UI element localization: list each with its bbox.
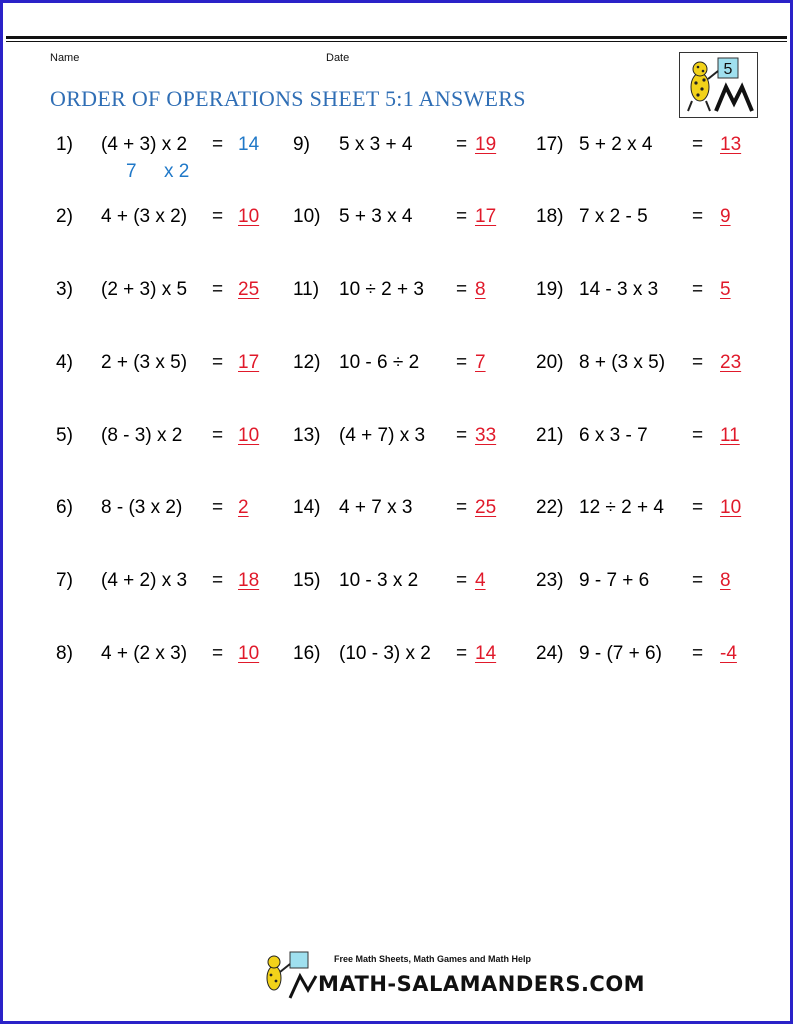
header-rule bbox=[6, 36, 787, 39]
problem-number: 24) bbox=[536, 643, 564, 664]
problem-answer: 10 bbox=[238, 425, 260, 446]
equals-sign: = bbox=[456, 352, 468, 373]
equals-sign: = bbox=[212, 570, 224, 591]
problem-expression: 4 + (2 x 3) bbox=[101, 643, 188, 664]
problem-number: 20) bbox=[536, 352, 564, 373]
equals-sign: = bbox=[212, 497, 224, 518]
problem-number: 22) bbox=[536, 497, 564, 518]
equals-sign: = bbox=[692, 352, 704, 373]
problem-answer: 8 bbox=[720, 570, 731, 591]
working-step: 7 bbox=[126, 161, 137, 182]
problem-answer: 14 bbox=[475, 643, 497, 664]
problem-answer: 25 bbox=[238, 279, 260, 300]
equals-sign: = bbox=[456, 570, 468, 591]
page-title: ORDER OF OPERATIONS SHEET 5:1 ANSWERS bbox=[50, 86, 526, 111]
problem-answer: 23 bbox=[720, 352, 742, 373]
problem-number: 5) bbox=[56, 425, 73, 446]
problem-expression: 8 + (3 x 5) bbox=[579, 352, 666, 373]
problem-expression: (8 - 3) x 2 bbox=[101, 425, 183, 446]
problem-number: 9) bbox=[293, 134, 310, 155]
problem-number: 3) bbox=[56, 279, 73, 300]
equals-sign: = bbox=[692, 134, 704, 155]
problem-number: 11) bbox=[293, 279, 320, 300]
problem-expression: 9 - (7 + 6) bbox=[579, 643, 662, 664]
problem-answer: 18 bbox=[238, 570, 260, 591]
problem-number: 4) bbox=[56, 352, 73, 373]
equals-sign: = bbox=[456, 134, 468, 155]
problem-expression: (4 + 7) x 3 bbox=[339, 425, 426, 446]
header-rule-thin bbox=[6, 41, 787, 42]
problem-number: 15) bbox=[293, 570, 321, 591]
date-label: Date bbox=[326, 52, 350, 64]
problem-expression: 7 x 2 - 5 bbox=[579, 206, 648, 227]
problem-answer: 10 bbox=[238, 206, 260, 227]
problem-number: 21) bbox=[536, 425, 564, 446]
logo-badge: 5 bbox=[723, 61, 733, 78]
equals-sign: = bbox=[456, 497, 468, 518]
problem-number: 19) bbox=[536, 279, 564, 300]
problem-number: 16) bbox=[293, 643, 321, 664]
problem-answer: 25 bbox=[475, 497, 497, 518]
problem-expression: 5 + 3 x 4 bbox=[339, 206, 413, 227]
problem-expression: 9 - 7 + 6 bbox=[579, 570, 650, 591]
footer-tagline: Free Math Sheets, Math Games and Math Help bbox=[334, 954, 532, 964]
problem-expression: (4 + 3) x 2 bbox=[101, 134, 188, 155]
problem-expression: (2 + 3) x 5 bbox=[101, 279, 188, 300]
problem-answer: 17 bbox=[238, 352, 260, 373]
problem-expression: (10 - 3) x 2 bbox=[339, 643, 431, 664]
problem-answer: 7 bbox=[475, 352, 486, 373]
equals-sign: = bbox=[456, 206, 468, 227]
problem-number: 14) bbox=[293, 497, 321, 518]
problem-answer: 17 bbox=[475, 206, 497, 227]
name-label: Name bbox=[50, 52, 80, 64]
problem-expression: 10 - 6 ÷ 2 bbox=[339, 352, 420, 373]
problem-answer: 4 bbox=[475, 570, 486, 591]
salamander-mascot-icon bbox=[680, 53, 757, 117]
problem-number: 17) bbox=[536, 134, 564, 155]
problem-number: 18) bbox=[536, 206, 564, 227]
equals-sign: = bbox=[692, 206, 704, 227]
equals-sign: = bbox=[456, 643, 468, 664]
equals-sign: = bbox=[692, 425, 704, 446]
problem-number: 12) bbox=[293, 352, 321, 373]
equals-sign: = bbox=[456, 279, 468, 300]
equals-sign: = bbox=[212, 279, 224, 300]
equals-sign: = bbox=[212, 425, 224, 446]
equals-sign: = bbox=[212, 134, 224, 155]
equals-sign: = bbox=[692, 279, 704, 300]
problem-number: 10) bbox=[293, 206, 321, 227]
problem-answer: 5 bbox=[720, 279, 731, 300]
working-step: x 2 bbox=[164, 161, 190, 182]
problem-number: 13) bbox=[293, 425, 321, 446]
equals-sign: = bbox=[212, 643, 224, 664]
problem-answer: 2 bbox=[238, 497, 249, 518]
problem-answer: 10 bbox=[720, 497, 742, 518]
problem-expression: 2 + (3 x 5) bbox=[101, 352, 188, 373]
problem-answer: 8 bbox=[475, 279, 486, 300]
problem-number: 2) bbox=[56, 206, 73, 227]
problem-expression: 10 - 3 x 2 bbox=[339, 570, 419, 591]
problem-number: 8) bbox=[56, 643, 73, 664]
problem-answer: -4 bbox=[720, 643, 737, 664]
problem-expression: 5 + 2 x 4 bbox=[579, 134, 653, 155]
problem-expression: 6 x 3 - 7 bbox=[579, 425, 648, 446]
equals-sign: = bbox=[456, 425, 468, 446]
salamander-logo bbox=[679, 52, 758, 118]
problem-answer: 33 bbox=[475, 425, 497, 446]
problem-expression: 8 - (3 x 2) bbox=[101, 497, 183, 518]
footer-brand: MATH-SALAMANDERS.COM bbox=[318, 972, 646, 996]
problem-expression: 4 + 7 x 3 bbox=[339, 497, 413, 518]
problem-answer: 13 bbox=[720, 134, 742, 155]
problem-expression: 10 ÷ 2 + 3 bbox=[339, 279, 424, 300]
equals-sign: = bbox=[692, 570, 704, 591]
problem-number: 23) bbox=[536, 570, 564, 591]
problem-number: 6) bbox=[56, 497, 73, 518]
equals-sign: = bbox=[212, 352, 224, 373]
footer-salamander-icon bbox=[260, 950, 320, 1000]
equals-sign: = bbox=[692, 643, 704, 664]
problem-answer: 9 bbox=[720, 206, 731, 227]
problem-number: 1) bbox=[56, 134, 73, 155]
problem-expression: 14 - 3 x 3 bbox=[579, 279, 659, 300]
problem-expression: 4 + (3 x 2) bbox=[101, 206, 188, 227]
problem-expression: 5 x 3 + 4 bbox=[339, 134, 413, 155]
problem-answer: 10 bbox=[238, 643, 260, 664]
problem-answer: 14 bbox=[238, 134, 260, 155]
equals-sign: = bbox=[212, 206, 224, 227]
problem-answer: 19 bbox=[475, 134, 497, 155]
problem-number: 7) bbox=[56, 570, 73, 591]
equals-sign: = bbox=[692, 497, 704, 518]
problem-expression: (4 + 2) x 3 bbox=[101, 570, 188, 591]
problem-expression: 12 ÷ 2 + 4 bbox=[579, 497, 664, 518]
problem-answer: 11 bbox=[720, 425, 740, 446]
